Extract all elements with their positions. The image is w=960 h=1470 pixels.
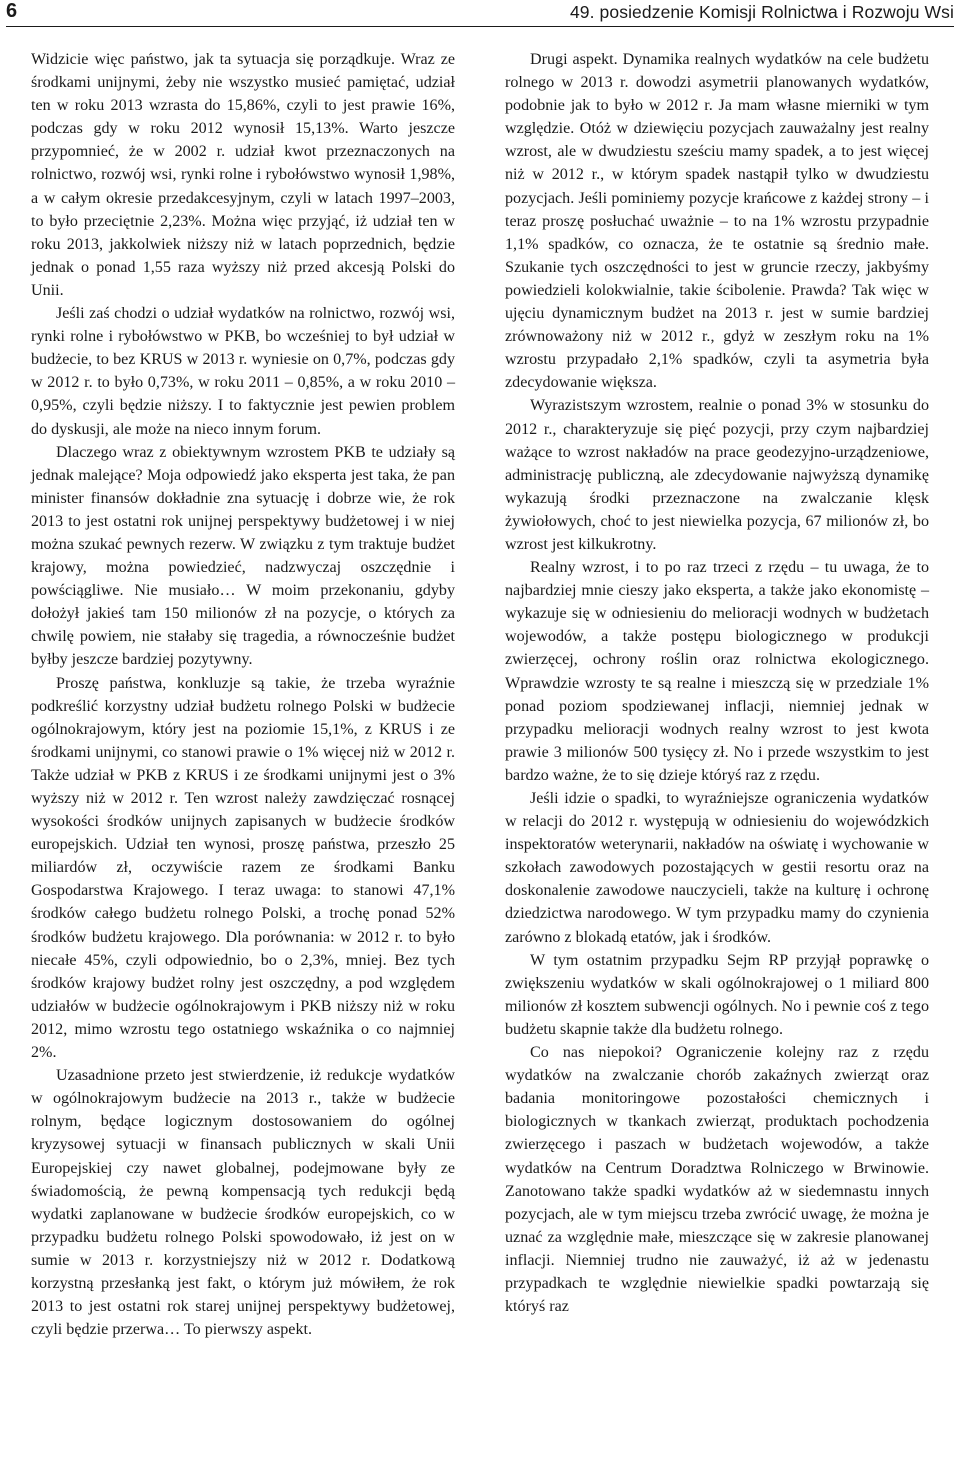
paragraph: Realny wzrost, i to po raz trzeci z rzędu – tu uwaga, że to najbardziej mnie cieszy jako eksperta, a także jako ekonomistę – wykazuje się w odniesieniu do melioracji wodnych w budżetach wojewodów, a także postępu biologicznego w produkcji zwierzęcej, ochrony roślin oraz rolnictwa ekologicznego. Wprawdzie wzrosty te są realne i mieszczą się w przedziale 1% ponad poziom spodziewanej inflacji, niemniej jednak w przypadku melioracji wodnych realny wzrost to jest kwota prawie 3 milionów 500 tysięcy zł. No i przede wszystkim to jest bardzo ważne, że to się dzieje któryś raz z rzędu.	[505, 559, 929, 784]
paragraph: Drugi aspekt. Dynamika realnych wydatków na cele budżetu rolnego w 2013 r. dowodzi asymetrii planowanych wydatków, podobnie jak to było w 2012 r. Ja mam własne mierniki w tym względzie. Otóż w dziewięciu pozycjach zauważalny jest realny wzrost, ale w dwudziestu sześciu mamy spadek, a to jest więcej niż w 2012 r., w którym spadek nastąpił tylko w dwudziestu pozycjach. Jeśli pominiemy pozycje krańcowe z każdej strony – i teraz proszę posłuchać uważnie – to na 1% wzrostu przypadnie 1,1% spadków, co oznacza, że te ostatnie są średnio małe. Szukanie tych oszczędności to jest w gruncie rzeczy, jakbyśmy powiedzieli kolokwialnie, takie ścibolenie. Prawda? Tak więc w ujęciu dynamicznym budżet na 2013 r. jest w sumie bardziej zrównoważony niż w 2012 r., gdyż w zeszłym roku na 1% wzrostu przypadało 2,1% spadków, czyli ta asymetria była zdecydowanie większa.	[505, 51, 929, 392]
paragraph: Wyrazistszym wzrostem, realnie o ponad 3% w stosunku do 2012 r., charakteryzuje się pięć pozycji, przy czym najbardziej ważące to wzrost nakładów na prace geodezyjno-urządzeniowe, administrację publiczną, ale zdecydowanie najwyższą dynamikę wykazują środki przeznaczone na zwalczanie klęsk żywiołowych, choć to jest niewielka pozycja, 67 milionów zł, bo wzrost jest kilkukrotny.	[505, 397, 929, 553]
paragraph: Co nas niepokoi? Ograniczenie kolejny raz z rzędu wydatków na zwalczanie chorób zakaźnych zwierząt oraz badania monitoringowe pozostałości chemicznych i biologicznych w tkankach zwierząt, produktach pochodzenia zwierzęcego i paszach w budżetach wojewodów, a także wydatków na Centrum Doradztwa Rolniczego w Brwinowie. Zanotowano także spadki wydatków aż w siedemnastu innych pozycjach, ale w tym miejscu trzeba zwrócić uwagę, że można je uznać za względnie małe, mieszczące się w zakresie planowanej inflacji. Niemniej trudno nie zauważyć, iż aż w jedenastu przypadkach te względnie niewielkie spadki powtarzają się któryś raz	[505, 1044, 929, 1316]
paragraph: Jeśli zaś chodzi o udział wydatków na rolnictwo, rozwój wsi, rynki rolne i rybołówstwo w PKB, bo wcześniej to był udział w budżecie, to bez KRUS w 2013 r. wyniesie on 0,7%, podczas gdy w 2012 r. to było 0,73%, w roku 2011 – 0,85%, a w roku 2010 – 0,95%, czyli będzie niższy. I to faktycznie jest pewien problem do dyskusji, ale może na nieco innym forum.	[31, 305, 455, 438]
paragraph: Proszę państwa, konkluzje są takie, że trzeba wyraźnie podkreślić korzystny udział budżetu rolnego Polski w budżecie ogólnokrajowym, który jest na poziomie 15,1%, z KRUS i ze środkami unijnymi, co stanowi prawie o 1% więcej niż w 2012 r. Także udział w PKB z KRUS i ze środkami unijnymi jest o 3% wyższy niż w 2012 r. Ten wzrost należy zawdzięczać rosnącej wysokości środków unijnych zapisanych w budżecie środków europejskich. Udział ten wynosi, proszę państwa, przeszło 25 miliardów zł, oczywiście razem ze środkami Banku Gospodarstwa Krajowego. I teraz uwaga: to stanowi 47,1% środków całego budżetu rolnego Polski, a trochę ponad 52% środków budżetu krajowego. Dla porównania: w 2012 r. to było niecałe 45%, czyli odpowiednio, bo o 2,3%, mniej. Bez tych środków krajowy budżet rolny jest oszczędny, a pod względem udziałów w budżecie ogólnokrajowym i PKB niższy niż w roku 2012, mimo wzrostu tego ostatniego wskaźnika o co najmniej 2%.	[31, 674, 455, 1062]
left-column	[31, 48, 455, 1341]
paragraph: Uzasadnione przeto jest stwierdzenie, iż redukcje wydatków w ogólnokrajowym budżecie na 2013 r., także w budżecie rolnym, będące logicznym dostosowaniem do ogólnej kryzysowej sytuacji w finansach publicznych w skali Unii Europejskiej czy nawet globalnej, podejmowane były ze świadomością, że pewną kompensacją tych redukcji będą wydatki zaplanowane w budżecie środków europejskich, co w przypadku budżetu rolnego Polski spowodowało, iż jest on w sumie w 2013 r. korzystniejszy niż w 2012 r. Dodatkową korzystną przesłanką jest fakt, o którym już mówiłem, że rok 2013 to jest ostatni rok starej unijnej perspektywy budżetowej, czyli będzie przerwa… To pierwszy aspekt.	[31, 1067, 455, 1339]
paragraph: Widzicie więc państwo, jak ta sytuacja się porządkuje. Wraz ze środkami unijnymi, żeby nie wszystko musieć pamiętać, udział ten w roku 2013 wzrasta do 15,86%, czyli to jest prawie 16%, podczas gdy w roku 2012 wynosił 15,13%. Warto jeszcze przypomnieć, że w 2002 r. udział kwot przeznaczonych na rolnictwo, rozwój wsi, rynki rolne i rybołówstwo wynosił 1,98%, a w całym okresie przedakcesyjnym, czyli w latach 1997–2003, to było przeciętnie 2,23%. Można więc przyjąć, iż udział ten w roku 2013, jakkolwiek niższy niż w latach poprzednich, będzie jednak o ponad 1,55 raza wyższy niż przed akcesją Polski do Unii.	[31, 51, 455, 299]
running-title: 49. posiedzenie Komisji Rolnictwa i Rozwoju Wsi	[569, 2, 954, 22]
paragraph: Dlaczego wraz z obiektywnym wzrostem PKB te udziały są jednak malejące? Moja odpowiedź jako eksperta jest taka, że pan minister finansów dokładnie zna sytuację i dobrze wie, że rok 2013 to jest ostatni rok unijnej perspektywy budżetowej i w niej można szukać pewnych rezerw. W związku z tym traktuje budżet krajowy, można powiedzieć, nadzwyczaj oszczędnie i powściągliwe. Nie musiało… W moim przekonaniu, gdyby dołożył jakieś tam 150 milionów zł na pozycje, o których za chwilę powiem, nie stałaby się tragedia, a równocześnie budżet byłby jeszcze bardziej pozytywny.	[31, 443, 455, 669]
right-column	[505, 48, 929, 1318]
page-number: 6	[6, 0, 18, 22]
paragraph: Jeśli idzie o spadki, to wyraźniejsze ograniczenia wydatków w relacji do 2012 r. występują w odniesieniu do wojewódzkich inspektoratów weterynarii, nakładów na oświatę i wychowanie w szkołach zawodowych pozostających w gestii resortu oraz na doskonalenie zawodowe nauczycieli, także na kulturę i ochronę dziedzictwa narodowego. W tym przypadku mamy do czynienia zarówno z blokadą etatów, jak i środków.	[505, 790, 929, 946]
paragraph: W tym ostatnim przypadku Sejm RP przyjął poprawkę o zwiększeniu wydatków w skali ogólnokrajowej o 1 miliard 800 milionów zł kosztem subwencji ogólnych. No i pewnie coś z tego budżetu skapnie także dla budżetu rolnego.	[505, 951, 929, 1038]
page-header	[6, 0, 954, 27]
